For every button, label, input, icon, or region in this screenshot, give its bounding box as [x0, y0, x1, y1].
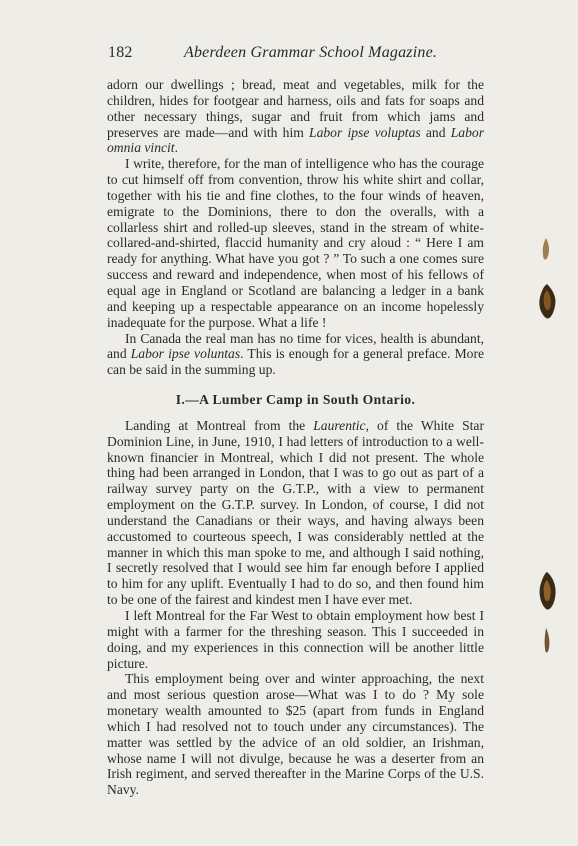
p4-italic-1: Laurentic — [313, 417, 366, 433]
paragraph-2: I write, therefore, for the man of intelligence who has the courage to cut himself off from convention, throw his white shirt and collar, together with his tie and fine clothes, to the four winds of heaven, emigrate to the Dominions, there to don the overalls, with a collarless shirt and rolled-up sleeves, stand in the stream of white-collared-and-shirted, flaccid humanity and cry aloud : “ Here I am ready for anything. What have you got ? ” To such a one comes sure success and reward and independence, when most of his fellows of equal age in England or Scotland are balancing a ledger in a bank and keeping up a respectable appearance on an income hopelessly inadequate for the purpose. What a life ! — [107, 156, 484, 330]
p1-text-a: adorn our dwellings ; bread, meat and vegetables, milk for the children, hides for footgear and harness, oils and fats for soaps and other necessary things, sugar and fruit from which jams and preserves are made—and with him — [107, 77, 484, 140]
p4-text-a: Landing at Montreal from the — [125, 417, 314, 433]
stain-mark-2 — [533, 282, 561, 322]
page-number: 182 — [108, 44, 133, 61]
stain-mark-4 — [540, 626, 554, 656]
running-title: Aberdeen Grammar School Magazine. — [184, 44, 438, 61]
p1-italic-1: Labor ipse voluptas — [309, 124, 421, 140]
p1-text-b: and — [420, 124, 451, 140]
p1-text-c: . — [174, 140, 178, 156]
p1-italic-2: Labor omnia vincit — [107, 124, 484, 156]
p3-italic-1: Labor ipse voluntas — [130, 346, 241, 362]
paragraph-3 — [107, 331, 484, 379]
stain-mark-1 — [536, 236, 556, 264]
section-heading: I.—A Lumber Camp in South Ontario. — [175, 392, 416, 408]
p4-text-b: , of the White Star Dominion Line, in June, 1910, I had letters of introduction to a well-known financier in Montreal, which I did not present. The whole thing had been arranged in London, that I was to go out as part of a railway survey party on the G.T.P., with a view to permanent employment on the G.T.P. survey. In London, of course, I did not understand the Canadians or their ways, and having always been accustomed to courteous speech, I was considerably nettled at the manner in which this man spoke to me, and although I said nothing, I secretly resolved that I would see him far enough before I applied to him for any uplift. Eventually I had to do so, and then found him to be one of the fairest and kindest men I have ever met. — [107, 417, 484, 608]
p3-text-a: In Canada the real man has no time for vices, health is abundant, and — [107, 330, 484, 362]
p3-text-b: . This is enough for a general preface. More can be said in the summing up. — [107, 346, 485, 378]
stain-mark-3 — [533, 570, 561, 614]
paragraph-4 — [107, 418, 484, 608]
paragraph-6: This employment being over and winter approaching, the next and most serious question arose—What was I to do ? My sole monetary wealth amounted to $25 (apart from funds in England which I had resolved not to touch under any circumstances). The matter was settled by the advice of an old soldier, an Irishman, whose name I will not divulge, because he was a deserter from an Irish regiment, and served thereafter in the Marine Corps of the U.S. Navy. — [107, 671, 484, 798]
paragraph-1 — [107, 77, 484, 156]
article-body — [107, 77, 484, 798]
paragraph-5: I left Montreal for the Far West to obtain employment how best I might with a farmer for the threshing season. This I succeeded in doing, and my experiences in this connection will be another little picture. — [107, 608, 484, 671]
